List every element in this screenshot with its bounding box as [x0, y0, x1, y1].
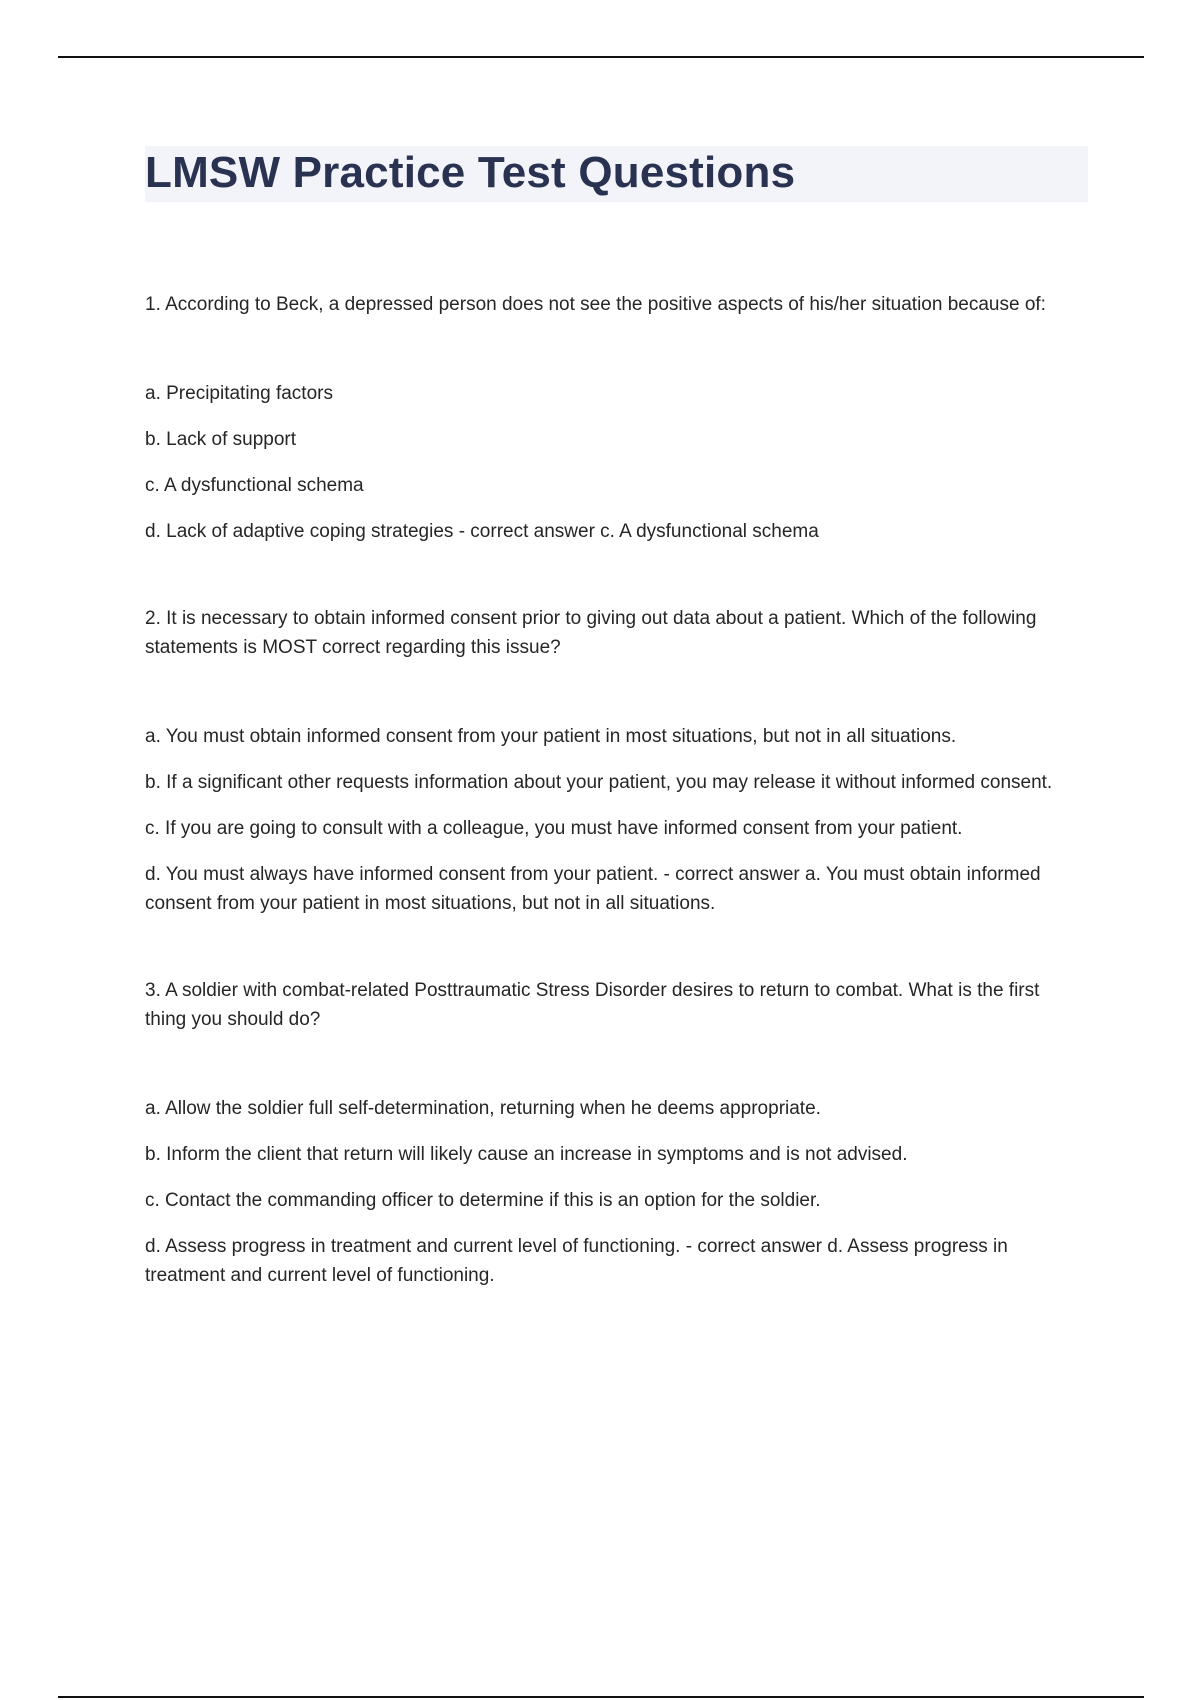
question-stem: 3. A soldier with combat-related Posttraumatic Stress Disorder desires to return to combat. What is the first thing you should do? [145, 980, 1040, 1030]
document-body [145, 290, 1080, 1348]
answer-option: b. If a significant other requests information about your patient, you may release it without informed consent. [145, 772, 1053, 793]
footer-divider [58, 1696, 1144, 1698]
answer-options [145, 1094, 1080, 1290]
question-stem: 2. It is necessary to obtain informed consent prior to giving out data about a patient. Which of the following statements is MOST correct regarding this issue? [145, 608, 1037, 658]
answer-option: b. Lack of support [145, 429, 297, 450]
answer-option: d. Lack of adaptive coping strategies - correct answer c. A dysfunctional schema [145, 521, 819, 542]
question-block-2 [145, 604, 1080, 918]
page-title: LMSW Practice Test Questions [145, 148, 796, 197]
answer-option: d. You must always have informed consent from your patient. - correct answer a. You must obtain informed consent from your patient in most situations, but not in all situations. [145, 864, 1041, 914]
question-block-1 [145, 290, 1080, 546]
answer-option: b. Inform the client that return will likely cause an increase in symptoms and is not advised. [145, 1144, 908, 1165]
question-block-3 [145, 976, 1080, 1290]
answer-option: a. Allow the soldier full self-determination, returning when he deems appropriate. [145, 1098, 821, 1119]
question-stem: 1. According to Beck, a depressed person does not see the positive aspects of his/her situation because of: [145, 294, 1046, 315]
answer-option: c. A dysfunctional schema [145, 475, 364, 496]
answer-option: c. If you are going to consult with a colleague, you must have informed consent from your patient. [145, 818, 963, 839]
header-divider [58, 56, 1144, 58]
answer-option: a. You must obtain informed consent from your patient in most situations, but not in all situations. [145, 726, 957, 747]
answer-option: c. Contact the commanding officer to determine if this is an option for the soldier. [145, 1190, 821, 1211]
answer-options [145, 722, 1080, 918]
answer-option: d. Assess progress in treatment and current level of functioning. - correct answer d. Assess progress in treatment and current level of functioning. [145, 1236, 1008, 1286]
answer-options [145, 379, 1080, 546]
answer-option: a. Precipitating factors [145, 383, 333, 404]
